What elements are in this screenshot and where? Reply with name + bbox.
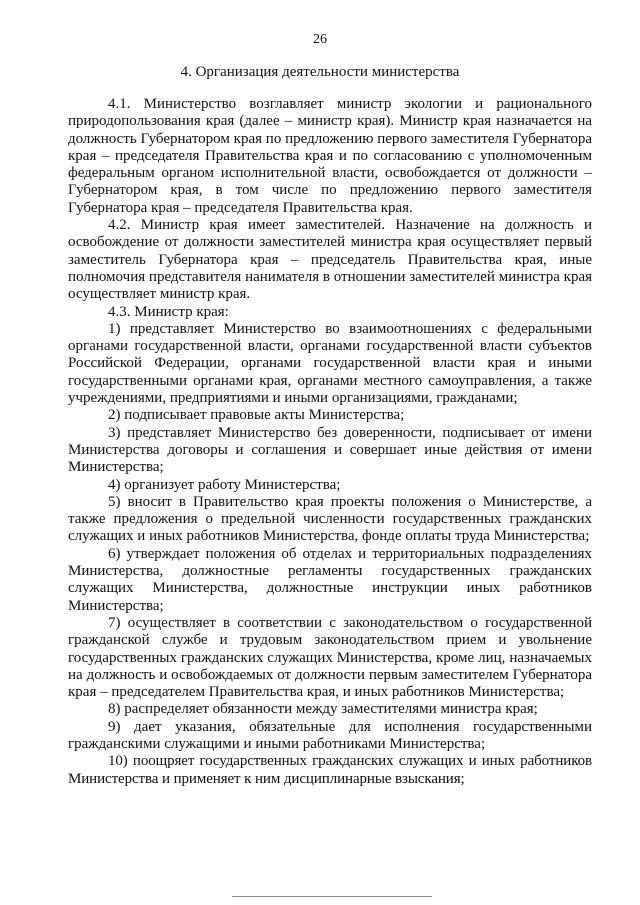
list-item-9: 9) дает указания, обязательные для исполнения государственными гражданскими служащими и иными работниками Министерства; — [68, 718, 592, 752]
page-number: 26 — [313, 32, 327, 47]
list-item-3: 3) представляет Министерство без доверенности, подписывает от имени Министерства договоры и соглашения и совершает иные действия от имени Министерства; — [68, 424, 592, 476]
list-item-1: 1) представляет Министерство во взаимоотношениях с федеральными органами государственной власти, органами государственной власти субъектов Российской Федерации, органами государственной власти края и иными государственными органами края, органами местного самоуправления, а также учреждениями, предприятиями и иными организациями, гражданами; — [68, 320, 592, 407]
list-item-6: 6) утверждает положения об отделах и территориальных подразделениях Министерства, должностные регламенты государственных гражданских служащих Министерства, должностные инструкции иных работников Министерства; — [68, 545, 592, 614]
footer-rule — [232, 896, 432, 897]
body-text — [68, 96, 592, 788]
paragraph-4-2: 4.2. Министр края имеет заместителей. Назначение на должность и освобождение от должности заместителей министра края осуществляет первый заместитель Губернатора края – председатель Правительства края, иные полномочия представителя нанимателя в отношении заместителей министра края осуществляет министр края. — [68, 217, 592, 303]
list-item-7: 7) осуществляет в соответствии с законодательством о государственной гражданской службе и трудовым законодательством прием и увольнение государственных гражданских служащих Министерства, кроме лиц, назначаемых на должность и освобождаемых от должности первым заместителем Губернатора края – председателем Правительства края, и иных работников Министерства; — [68, 614, 592, 701]
list-item-8: 8) распределяет обязанности между заместителями министра края; — [108, 701, 538, 718]
list-item-5: 5) вносит в Правительство края проекты положения о Министерстве, а также предложения о предельной численности государственных гражданских служащих и иных работников Министерства, фонде оплаты труда Министерства; — [68, 493, 592, 545]
list-item-10: 10) поощряет государственных гражданских служащих и иных работников Министерства и применяет к ним дисциплинарные взыскания; — [68, 753, 592, 787]
section-title: 4. Организация деятельности министерства — [180, 64, 460, 80]
list-item-2: 2) подписывает правовые акты Министерства; — [108, 407, 405, 424]
paragraph-4-1: 4.1. Министерство возглавляет министр экологии и рационального природопользования края (далее – министр края). Министр края назначается на должность Губернатором края по предложению первого заместителя Губернатора края – председателя Правительства края и по согласованию с уполномоченным федеральным органом исполнительной власти, освобождается от должности – Губернатором края, в том числе по предложению первого заместителя Губернатора края – председателя Правительства края. — [68, 96, 592, 216]
paragraph-4-3: 4.3. Министр края: — [108, 303, 229, 320]
list-item-4: 4) организует работу Министерства; — [108, 476, 341, 493]
